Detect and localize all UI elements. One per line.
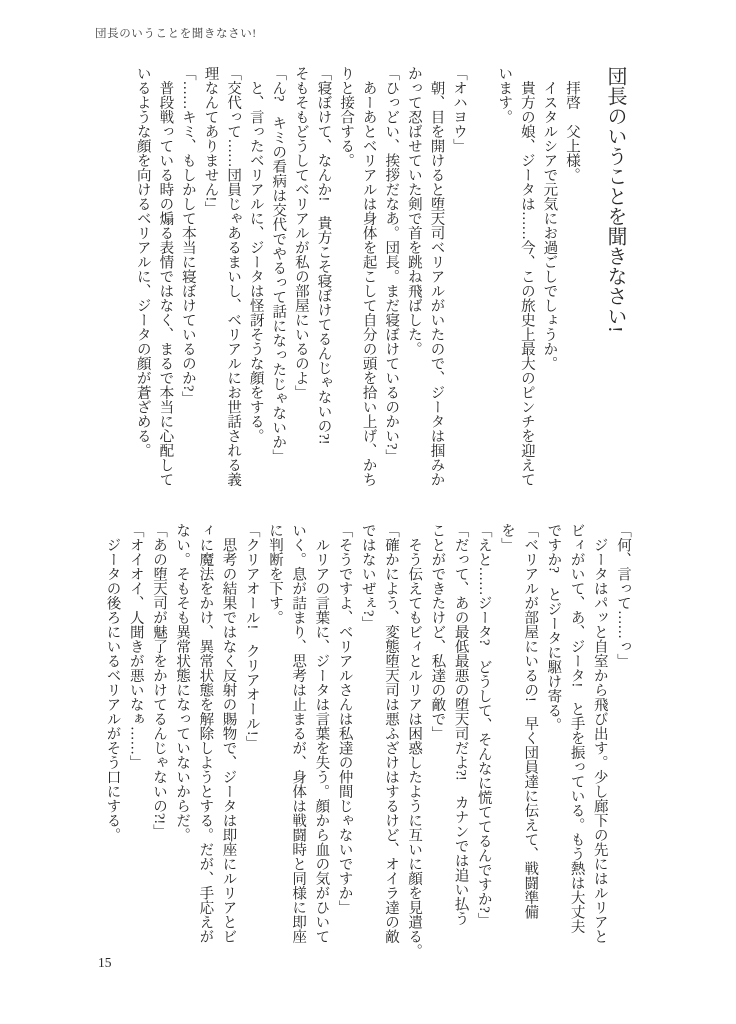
text-column: イスタルシアで元気にお過ごしでしょうか。 xyxy=(541,66,558,371)
text-column: ルリアの言葉に、ジータは言葉を失う。顔から血の気がひいて xyxy=(313,523,330,944)
text-column: ジータの後ろにいるベリアルがそう口にする。 xyxy=(104,523,121,842)
top-text-block xyxy=(131,66,630,504)
text-column: と、言ったベリアルに、ジータは怪訝そうな顔をする。 xyxy=(247,66,264,443)
text-column: いく。息が詰まり、思考は止まるが、身体は戦闘時と同様に即座 xyxy=(290,523,307,944)
text-column: ことができたけど、私達の敵で」 xyxy=(429,523,446,741)
text-column: を」 xyxy=(498,523,515,552)
text-column: りと接合する。 xyxy=(338,66,355,168)
text-column: ビィがいて、あ、ジータ! と手を振っている。もう熱は大丈夫 xyxy=(568,523,585,934)
text-column: ジータはパッと自室から飛び出す。少し廊下の先にはルリアと xyxy=(591,523,608,944)
text-column: いるような顔を向けるベリアルに、ジータの顔が蒼ざめる。 xyxy=(134,66,151,458)
text-column: ではないぜぇ?」 xyxy=(359,523,376,631)
text-column: 「そうですよ、ベリアルさんは私達の仲間じゃないですか」 xyxy=(336,523,353,915)
text-column: 「何、言って……っ」 xyxy=(615,523,631,668)
text-column: 拝啓 父上様。 xyxy=(564,66,580,182)
text-column: 理なんてありません!」 xyxy=(202,66,219,216)
bottom-text-block xyxy=(100,523,634,961)
text-column: います。 xyxy=(496,66,513,124)
text-column: 「オイオイ、人聞きが悪いなぁ……」 xyxy=(127,523,144,770)
text-column: 「クリアオール! クリアオール!」 xyxy=(243,523,260,751)
text-column: 「確かによう、変態堕天司は悪ふざけはするけど、オイラ達の敵 xyxy=(382,523,399,944)
text-column: 「ん? キミの看病は交代でやるって話になったじゃないか」 xyxy=(270,66,287,464)
text-column: そう伝えてもビィとルリアは困惑したように互いに顔を見遣る。 xyxy=(406,523,423,958)
text-column: 「交代って……団員じゃあるまいし、ベリアルにお世話される義 xyxy=(225,66,242,487)
text-column: ですか? とジータに駆け寄る。 xyxy=(545,523,562,733)
running-header: 団長のいうことを聞きなさい! xyxy=(95,28,257,40)
text-column: 「……キミ、もしかして本当に寝ぼけているのか?」 xyxy=(179,66,196,406)
text-column: 朝、目を開けると堕天司ベリアルがいたので、ジータは掴みか xyxy=(428,66,445,487)
text-column: ない。そもそも異常状態になっていないからだ。 xyxy=(174,523,191,842)
text-column: 普段戦っている時の煽る表情ではなく、まるで本当に心配して xyxy=(157,66,174,487)
text-column: そもそもどうしてベリアルが私の部屋にいるのよ」 xyxy=(292,66,309,400)
text-column: 「えと……ジータ? どうして、そんなに慌ててるんですか?」 xyxy=(475,523,492,928)
text-column: 「だって、あの最低最悪の堕天司だよ?! カナンでは追い払う xyxy=(452,523,469,926)
text-column: に判断を下す。 xyxy=(266,523,283,625)
text-column: あーあとベリアルは身体を起こして自分の頭を拾い上げ、かち xyxy=(360,66,377,487)
text-column: かって忍ばせていた剣で首を跳ね飛ばした。 xyxy=(405,66,422,356)
text-column: 貴方の娘、ジータは……今、この旅史上最大のピンチを迎えて xyxy=(518,66,535,487)
text-column: 「あの堕天司が魅了をかけてるんじゃないの?!」 xyxy=(150,523,167,839)
text-column: 「ベリアルが部屋にいるの! 早く団員達に伝えて、戦闘準備 xyxy=(522,523,539,920)
text-column: 「寝ぼけて、なんか! 貴方こそ寝ぼけてるんじゃないの?! xyxy=(315,66,332,445)
story-title: 団長のいうことを聞きなさい! xyxy=(604,66,626,333)
text-column: 「ひっどい、挨拶だなあ。団長。まだ寝ぼけているのかい?」 xyxy=(383,66,400,464)
blank-column xyxy=(470,66,493,504)
text-column: 「オハヨウ」 xyxy=(451,66,468,153)
text-column: ィに魔法をかけ、異常状態を解除しようとする。だが、手応えが xyxy=(197,523,214,944)
text-column: 思考の結果ではなく反射の賜物で、ジータは即座にルリアとビ xyxy=(220,523,237,944)
page-number: 15 xyxy=(98,955,112,970)
